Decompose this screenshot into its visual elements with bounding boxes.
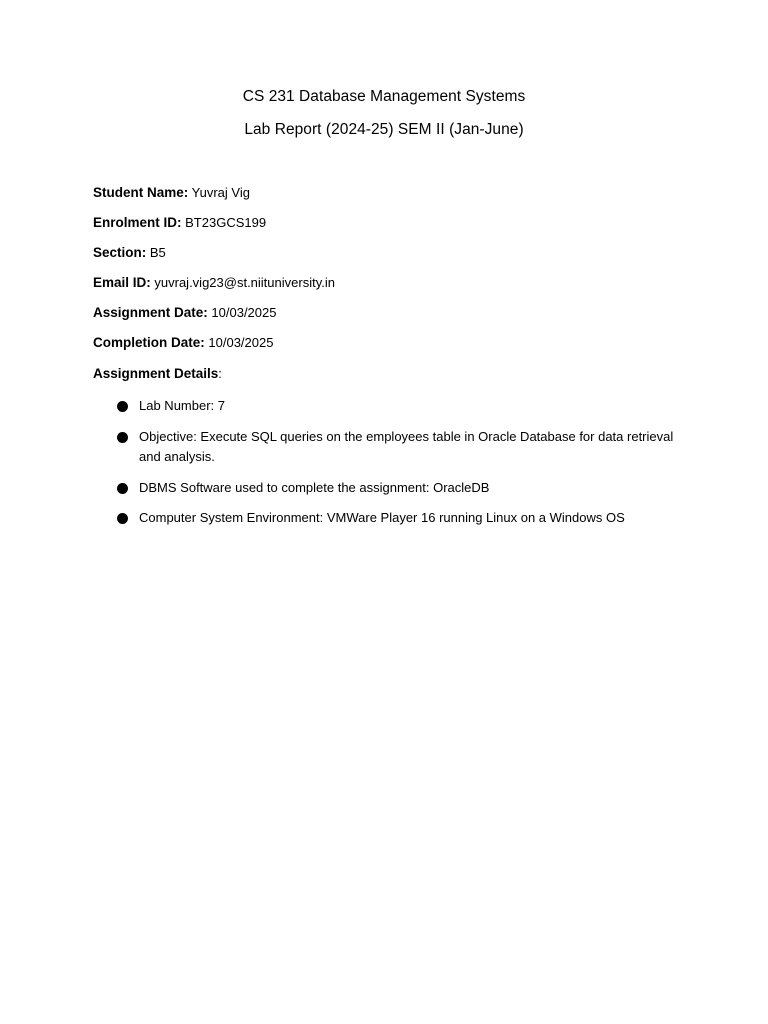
list-item xyxy=(116,508,676,529)
document-subtitle: Lab Report (2024-25) SEM II (Jan-June) xyxy=(244,121,524,138)
bullet-icon xyxy=(117,513,128,524)
assignment-date-value: 10/03/2025 xyxy=(211,305,277,320)
bullet-icon xyxy=(117,483,128,494)
list-item xyxy=(116,396,676,417)
enrolment-id-label: Enrolment ID: xyxy=(93,215,182,230)
assignment-details-list xyxy=(116,396,676,539)
student-name-row xyxy=(93,185,250,200)
bullet-icon xyxy=(117,432,128,443)
completion-date-value: 10/03/2025 xyxy=(208,335,274,350)
completion-date-label: Completion Date: xyxy=(93,335,205,350)
assignment-details-label: Assignment Details xyxy=(93,366,219,381)
list-item xyxy=(116,427,676,468)
assignment-date-label: Assignment Date: xyxy=(93,305,208,320)
assignment-details-heading xyxy=(93,366,222,381)
email-id-value: yuvraj.vig23@st.niituniversity.in xyxy=(154,275,335,290)
section-row xyxy=(93,245,166,260)
bullet-icon xyxy=(117,401,128,412)
completion-date-row xyxy=(93,335,273,350)
list-item-text: Lab Number: 7 xyxy=(139,398,225,413)
email-id-row xyxy=(93,275,335,290)
list-item-text: DBMS Software used to complete the assignment: OracleDB xyxy=(139,479,490,495)
email-id-label: Email ID: xyxy=(93,275,151,290)
list-item-text: Objective: Execute SQL queries on the employees table in Oracle Database for data retrieval and analysis. xyxy=(139,428,674,464)
list-item-text: Computer System Environment: VMWare Player 16 running Linux on a Windows OS xyxy=(139,510,625,525)
assignment-date-row xyxy=(93,305,276,320)
student-name-value: Yuvraj Vig xyxy=(191,185,250,200)
document-title: CS 231 Database Management Systems xyxy=(242,88,526,105)
enrolment-id-row xyxy=(93,215,266,230)
section-label: Section: xyxy=(93,245,147,260)
list-item xyxy=(116,478,676,499)
section-value: B5 xyxy=(149,245,166,260)
student-name-label: Student Name: xyxy=(93,185,189,200)
enrolment-id-value: BT23GCS199 xyxy=(185,215,267,230)
assignment-details-colon: : xyxy=(218,366,222,381)
